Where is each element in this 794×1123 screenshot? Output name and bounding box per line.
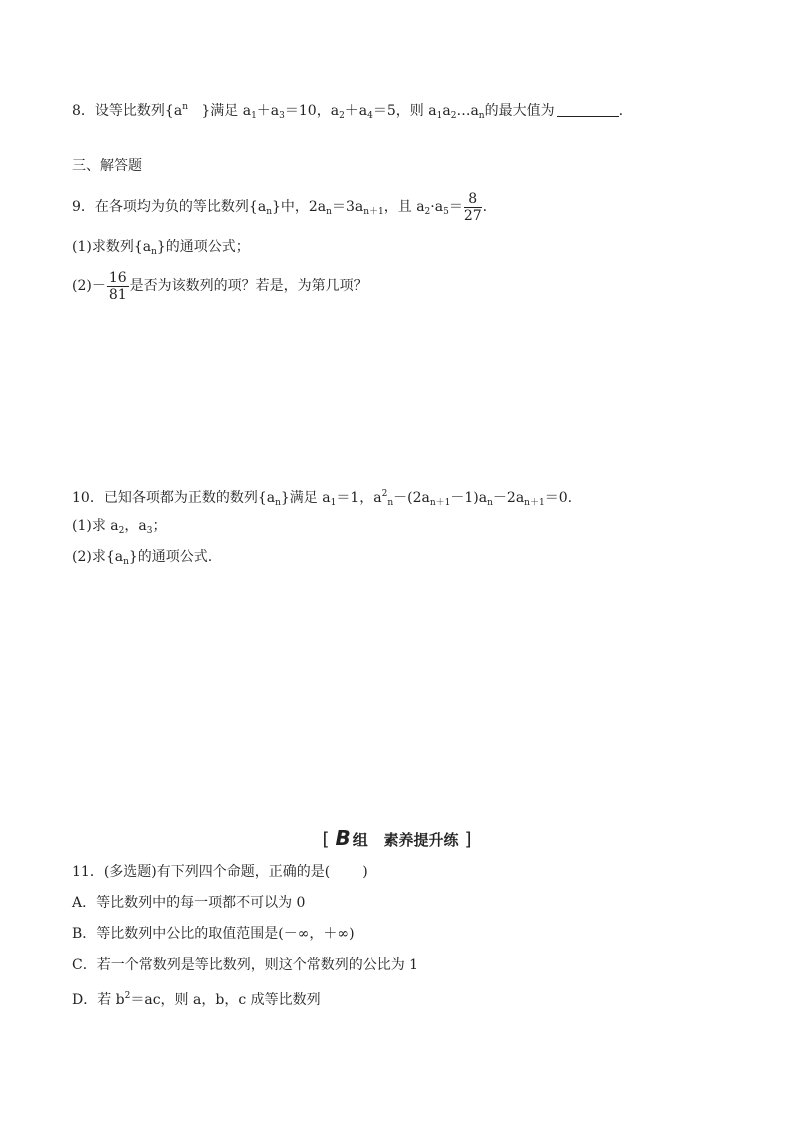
group-b-heading: [ B 组 素养提升练 ] (322, 826, 472, 850)
fraction-16-81: $\frac{16}{81}$ (108, 269, 127, 303)
option-a[interactable]: A．等比数列中的每一项都不可以为 0 (72, 895, 306, 911)
option-c[interactable]: C．若一个常数列是等比数列，则这个常数列的公比为 1 (72, 957, 419, 973)
question-10-part-2: (2)求$\{a_n\}$的通项公式. (72, 549, 213, 567)
group-letter: B (335, 826, 351, 850)
question-9: 9．在各项均为负的等比数列$\{a_n\}$中，$2a_n=3a_{n+1}$，且 $a_2\cdot a_5=$ $\frac{8}{27}$ . (72, 190, 488, 224)
option-b[interactable]: B．等比数列中公比的取值范围是(－∞，＋∞) (72, 926, 355, 942)
question-11: 11．(多选题)有下列四个命题，正确的是( ) (72, 864, 368, 880)
section-heading: 三、解答题 (72, 158, 142, 174)
question-9-part-1: (1)求数列$\{a_n\}$的通项公式； (72, 239, 250, 257)
question-8: 8．设等比数列{$a^n$ }满足 $a_1+a_3=10$，$a_2+a_4=5$，则 $a_1a_2\dots a_n$的最大值为 . (72, 102, 624, 121)
fraction-8-27: $\frac{8}{27}$ (463, 190, 482, 224)
option-d[interactable]: D．若 $b^2=ac$，则 a，b，c 成等比数列 (72, 991, 321, 1008)
question-10-part-1: (1)求 $a_2$，$a_3$； (72, 518, 167, 536)
question-9-part-2: (2)－ $\frac{16}{81}$ 是否为该数列的项？若是，为第几项？ (72, 269, 368, 303)
question-10: 10．已知各项都为正数的数列$\{a_n\}$满足 $a_1=1$，$a^2_n-(2a_{n+1}-1)a_n-2a_{n+1}=0$. (72, 489, 573, 508)
answer-blank[interactable] (557, 102, 619, 117)
